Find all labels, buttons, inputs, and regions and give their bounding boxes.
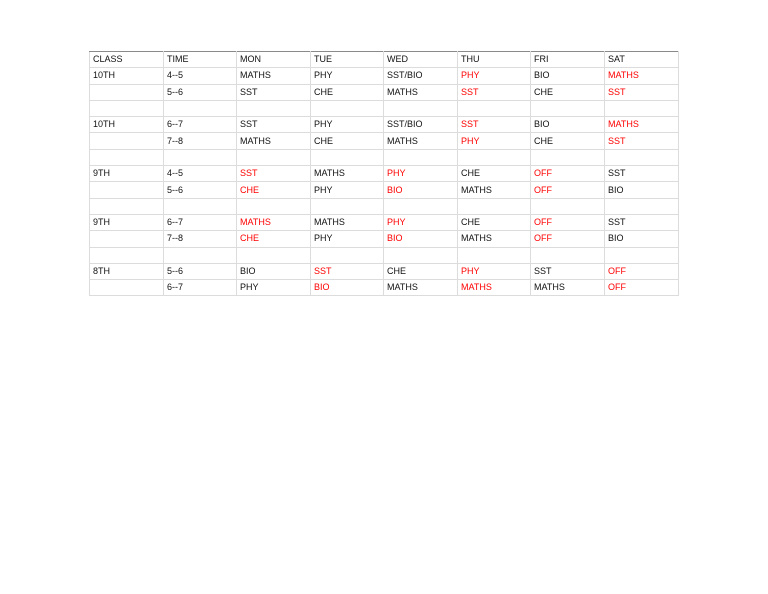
header-cell-class[interactable]: CLASS xyxy=(90,52,164,68)
table-cell[interactable]: 6--7 xyxy=(164,117,237,133)
table-row xyxy=(90,133,679,149)
table-cell[interactable]: SST xyxy=(458,117,531,133)
table-cell[interactable] xyxy=(311,149,384,165)
table-cell[interactable]: SST xyxy=(237,117,311,133)
timetable xyxy=(89,51,679,296)
table-cell[interactable]: 6--7 xyxy=(164,214,237,230)
table-cell[interactable] xyxy=(90,231,164,247)
table-cell[interactable]: SST xyxy=(458,84,531,100)
table-cell[interactable]: CHE xyxy=(311,84,384,100)
table-row xyxy=(90,280,679,296)
table-cell[interactable]: MATHS xyxy=(458,280,531,296)
table-cell[interactable]: SST xyxy=(311,263,384,279)
table-cell[interactable]: PHY xyxy=(384,214,458,230)
table-cell[interactable] xyxy=(90,100,164,116)
table-cell[interactable]: CHE xyxy=(237,231,311,247)
table-cell[interactable] xyxy=(237,198,311,214)
table-row xyxy=(90,198,679,214)
table-cell[interactable] xyxy=(164,100,237,116)
table-cell[interactable] xyxy=(164,198,237,214)
table-cell[interactable]: BIO xyxy=(531,117,605,133)
table-cell[interactable]: 8TH xyxy=(90,263,164,279)
table-cell[interactable] xyxy=(311,247,384,263)
table-cell[interactable] xyxy=(531,100,605,116)
header-cell-time[interactable]: TIME xyxy=(164,52,237,68)
table-cell[interactable]: CHE xyxy=(384,263,458,279)
header-cell-tue[interactable]: TUE xyxy=(311,52,384,68)
table-cell[interactable]: 9TH xyxy=(90,166,164,182)
table-cell[interactable] xyxy=(90,182,164,198)
table-cell[interactable]: PHY xyxy=(237,280,311,296)
table-cell[interactable]: PHY xyxy=(458,68,531,84)
table-cell[interactable]: BIO xyxy=(384,231,458,247)
table-cell[interactable]: SST xyxy=(237,84,311,100)
table-cell[interactable]: BIO xyxy=(605,182,679,198)
table-cell[interactable]: OFF xyxy=(531,182,605,198)
table-cell[interactable] xyxy=(458,247,531,263)
table-cell[interactable]: CHE xyxy=(458,166,531,182)
table-cell[interactable]: 4--5 xyxy=(164,166,237,182)
table-cell[interactable]: SST xyxy=(605,214,679,230)
table-cell[interactable] xyxy=(531,198,605,214)
table-cell[interactable]: MATHS xyxy=(237,133,311,149)
table-cell[interactable]: 5--6 xyxy=(164,182,237,198)
table-cell[interactable]: PHY xyxy=(311,231,384,247)
header-cell-sat[interactable]: SAT xyxy=(605,52,679,68)
table-cell[interactable] xyxy=(531,149,605,165)
table-cell[interactable]: MATHS xyxy=(384,280,458,296)
table-cell[interactable]: SST xyxy=(605,84,679,100)
table-cell[interactable] xyxy=(311,198,384,214)
table-cell[interactable] xyxy=(605,198,679,214)
table-row xyxy=(90,100,679,116)
table-cell[interactable] xyxy=(90,133,164,149)
table-cell[interactable]: MATHS xyxy=(458,182,531,198)
table-cell[interactable]: OFF xyxy=(531,231,605,247)
table-cell[interactable]: MATHS xyxy=(237,68,311,84)
table-cell[interactable]: MATHS xyxy=(531,280,605,296)
table-cell[interactable] xyxy=(90,280,164,296)
table-cell[interactable]: SST xyxy=(605,133,679,149)
table-cell[interactable]: BIO xyxy=(311,280,384,296)
table-cell[interactable]: BIO xyxy=(531,68,605,84)
table-cell[interactable]: PHY xyxy=(458,133,531,149)
table-cell[interactable]: OFF xyxy=(605,263,679,279)
table-cell[interactable]: MATHS xyxy=(605,68,679,84)
table-cell[interactable]: 7--8 xyxy=(164,231,237,247)
table-cell[interactable]: BIO xyxy=(384,182,458,198)
header-cell-thu[interactable]: THU xyxy=(458,52,531,68)
table-cell[interactable]: SST/BIO xyxy=(384,68,458,84)
table-cell[interactable] xyxy=(384,149,458,165)
table-cell[interactable]: PHY xyxy=(311,182,384,198)
table-cell[interactable]: SST xyxy=(531,263,605,279)
table-cell[interactable]: MATHS xyxy=(311,214,384,230)
table-row xyxy=(90,149,679,165)
table-cell[interactable] xyxy=(237,247,311,263)
table-cell[interactable]: 7--8 xyxy=(164,133,237,149)
table-cell[interactable] xyxy=(384,198,458,214)
table-row xyxy=(90,231,679,247)
table-cell[interactable]: CHE xyxy=(311,133,384,149)
table-cell[interactable]: 4--5 xyxy=(164,68,237,84)
table-row xyxy=(90,263,679,279)
table-cell[interactable] xyxy=(237,149,311,165)
table-cell[interactable]: CHE xyxy=(531,133,605,149)
table-cell[interactable] xyxy=(605,149,679,165)
table-cell[interactable]: 6--7 xyxy=(164,280,237,296)
table-cell[interactable]: 5--6 xyxy=(164,263,237,279)
table-cell[interactable] xyxy=(90,149,164,165)
table-cell[interactable] xyxy=(384,100,458,116)
table-cell[interactable]: 10TH xyxy=(90,117,164,133)
header-row xyxy=(90,52,679,68)
table-row xyxy=(90,68,679,84)
timetable-sheet xyxy=(89,51,678,296)
table-cell[interactable]: PHY xyxy=(311,117,384,133)
table-cell[interactable] xyxy=(164,149,237,165)
table-cell[interactable]: 5--6 xyxy=(164,84,237,100)
table-cell[interactable]: 10TH xyxy=(90,68,164,84)
table-row xyxy=(90,84,679,100)
table-cell[interactable]: BIO xyxy=(237,263,311,279)
table-cell[interactable] xyxy=(237,100,311,116)
table-cell[interactable]: MATHS xyxy=(311,166,384,182)
table-cell[interactable] xyxy=(384,247,458,263)
table-cell[interactable]: CHE xyxy=(237,182,311,198)
table-cell[interactable] xyxy=(90,247,164,263)
table-cell[interactable]: BIO xyxy=(605,231,679,247)
table-cell[interactable] xyxy=(605,247,679,263)
header-cell-mon[interactable]: MON xyxy=(237,52,311,68)
table-cell[interactable] xyxy=(164,247,237,263)
table-cell[interactable]: SST/BIO xyxy=(384,117,458,133)
table-row xyxy=(90,214,679,230)
table-cell[interactable]: PHY xyxy=(458,263,531,279)
table-cell[interactable] xyxy=(90,198,164,214)
table-cell[interactable]: PHY xyxy=(311,68,384,84)
table-cell[interactable] xyxy=(311,100,384,116)
header-cell-wed[interactable]: WED xyxy=(384,52,458,68)
table-cell[interactable]: PHY xyxy=(384,166,458,182)
table-cell[interactable]: SST xyxy=(237,166,311,182)
table-cell[interactable]: OFF xyxy=(531,214,605,230)
table-cell[interactable]: 9TH xyxy=(90,214,164,230)
table-cell[interactable]: MATHS xyxy=(384,133,458,149)
table-cell[interactable] xyxy=(458,198,531,214)
table-cell[interactable]: MATHS xyxy=(384,84,458,100)
header-cell-fri[interactable]: FRI xyxy=(531,52,605,68)
table-cell[interactable]: MATHS xyxy=(237,214,311,230)
table-cell[interactable]: OFF xyxy=(531,166,605,182)
table-row xyxy=(90,247,679,263)
table-cell[interactable]: CHE xyxy=(458,214,531,230)
table-cell[interactable]: MATHS xyxy=(458,231,531,247)
table-cell[interactable] xyxy=(605,100,679,116)
table-row xyxy=(90,182,679,198)
table-cell[interactable] xyxy=(458,100,531,116)
table-cell[interactable]: SST xyxy=(605,166,679,182)
table-row xyxy=(90,166,679,182)
table-cell[interactable]: MATHS xyxy=(605,117,679,133)
table-cell[interactable] xyxy=(458,149,531,165)
table-cell[interactable]: CHE xyxy=(531,84,605,100)
table-cell[interactable] xyxy=(90,84,164,100)
table-cell[interactable] xyxy=(531,247,605,263)
table-row xyxy=(90,117,679,133)
table-cell[interactable]: OFF xyxy=(605,280,679,296)
